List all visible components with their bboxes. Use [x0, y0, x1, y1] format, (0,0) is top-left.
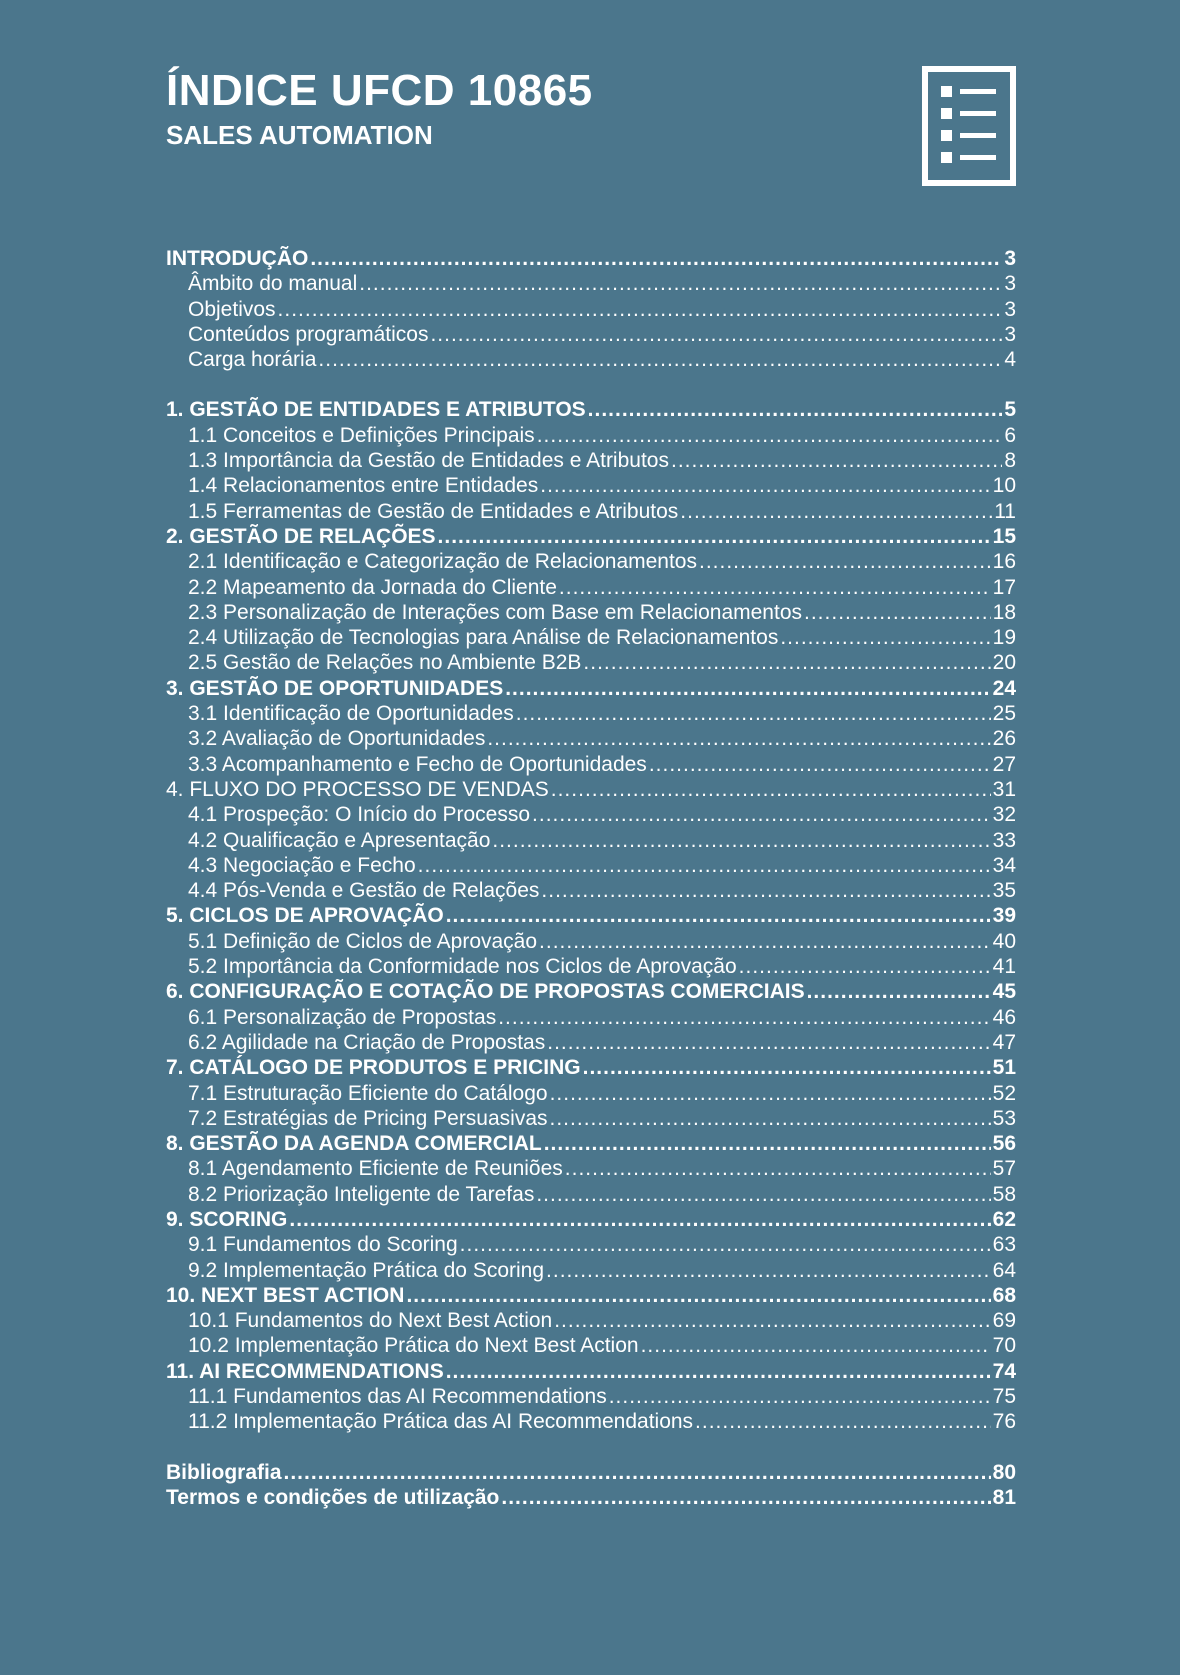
- toc-entry-label: 4.4 Pós-Venda e Gestão de Relações: [188, 879, 540, 903]
- toc-entry-page: 15: [992, 524, 1016, 548]
- toc-entry[interactable]: [166, 1005, 1016, 1030]
- toc-entry-label: INTRODUÇÃO: [166, 247, 309, 270]
- toc-entry-label: 3.2 Avaliação de Oportunidades: [188, 727, 486, 751]
- toc-entry[interactable]: [166, 322, 1016, 347]
- toc-entry[interactable]: [166, 1409, 1016, 1434]
- table-of-contents: [166, 246, 1016, 1510]
- toc-leader-dots: [406, 1283, 990, 1308]
- toc-entry-label: Conteúdos programáticos: [188, 322, 429, 346]
- toc-entry[interactable]: [166, 903, 1016, 928]
- toc-entry-label: 3. GESTÃO DE OPORTUNIDADES: [166, 676, 504, 700]
- toc-entry-label: 9.1 Fundamentos do Scoring: [188, 1233, 458, 1257]
- toc-entry-page: 52: [992, 1081, 1016, 1105]
- toc-entry-page: 17: [992, 575, 1016, 599]
- section-gap: [166, 1435, 1016, 1460]
- toc-leader-dots: [359, 271, 1002, 296]
- toc-entry-label: Âmbito do manual: [188, 272, 358, 296]
- toc-entry-label: 8.1 Agendamento Eficiente de Reuniões: [188, 1157, 563, 1181]
- toc-entry-page: 51: [992, 1056, 1016, 1080]
- toc-entry-label: 9.2 Implementação Prática do Scoring: [188, 1258, 545, 1282]
- toc-entry-page: 24: [992, 676, 1016, 700]
- toc-entry-label: 4.3 Negociação e Fecho: [188, 853, 416, 877]
- toc-entry[interactable]: [166, 954, 1016, 979]
- toc-entry[interactable]: [166, 271, 1016, 296]
- toc-leader-dots: [671, 448, 1002, 473]
- toc-entry[interactable]: [166, 676, 1016, 701]
- toc-entry[interactable]: [166, 1207, 1016, 1232]
- toc-entry[interactable]: [166, 1131, 1016, 1156]
- toc-entry-label: 1.5 Ferramentas de Gestão de Entidades e Atributos: [188, 499, 679, 523]
- toc-entry[interactable]: [166, 1359, 1016, 1384]
- toc-entry-page: 56: [992, 1132, 1016, 1156]
- toc-entry[interactable]: [166, 752, 1016, 777]
- toc-entry-label: 4. FLUXO DO PROCESSO DE VENDAS: [166, 777, 549, 801]
- toc-entry[interactable]: [166, 979, 1016, 1004]
- toc-entry-page: 3: [1004, 297, 1016, 321]
- toc-entry-label: 6.1 Personalização de Propostas: [188, 1005, 497, 1029]
- toc-entry[interactable]: [166, 777, 1016, 802]
- toc-entry-label: 2.3 Personalização de Interações com Base em Relacionamentos: [188, 600, 803, 624]
- toc-entry-label: 9. SCORING: [166, 1207, 288, 1231]
- toc-entry-page: 68: [992, 1283, 1016, 1307]
- toc-entry-page: 45: [992, 980, 1016, 1004]
- toc-leader-dots: [588, 397, 1003, 422]
- toc-entry[interactable]: [166, 828, 1016, 853]
- toc-leader-dots: [547, 1030, 990, 1055]
- toc-entry-page: 8: [1004, 449, 1016, 473]
- toc-entry-page: 35: [992, 879, 1016, 903]
- toc-entry-page: 41: [992, 955, 1016, 979]
- toc-leader-dots: [541, 878, 990, 903]
- toc-leader-dots: [438, 524, 991, 549]
- toc-leader-dots: [492, 828, 990, 853]
- toc-entry-page: 27: [992, 752, 1016, 776]
- toc-entry-page: 3: [1004, 272, 1016, 296]
- toc-entry-label: 11.1 Fundamentos das AI Recommendations: [188, 1385, 607, 1409]
- toc-entry-page: 19: [992, 626, 1016, 650]
- toc-entry-page: 76: [992, 1410, 1016, 1434]
- toc-entry-label: 4.1 Prospeção: O Início do Processo: [188, 803, 531, 827]
- toc-entry[interactable]: [166, 397, 1016, 422]
- toc-entry-page: 57: [992, 1157, 1016, 1181]
- toc-entry-label: 5.1 Definição de Ciclos de Aprovação: [188, 929, 538, 953]
- toc-leader-dots: [532, 802, 991, 827]
- toc-entry[interactable]: [166, 246, 1016, 271]
- toc-entry-page: 64: [992, 1258, 1016, 1282]
- toc-entry-page: 62: [992, 1207, 1016, 1231]
- toc-entry-page: 40: [992, 929, 1016, 953]
- toc-entry-label: 2.5 Gestão de Relações no Ambiente B2B: [188, 651, 582, 675]
- toc-leader-dots: [609, 1384, 991, 1409]
- toc-entry-page: 63: [992, 1233, 1016, 1257]
- toc-entry[interactable]: [166, 701, 1016, 726]
- toc-entry-page: 6: [1004, 423, 1016, 447]
- toc-entry[interactable]: [166, 1485, 1016, 1510]
- toc-entry[interactable]: [166, 297, 1016, 322]
- toc-leader-dots: [498, 1005, 990, 1030]
- toc-leader-dots: [284, 1460, 991, 1485]
- toc-entry[interactable]: [166, 1156, 1016, 1181]
- toc-entry[interactable]: [166, 625, 1016, 650]
- toc-entry[interactable]: [166, 1384, 1016, 1409]
- toc-entry-label: 3.1 Identificação de Oportunidades: [188, 702, 514, 726]
- toc-entry-label: 10.1 Fundamentos do Next Best Action: [188, 1309, 553, 1333]
- toc-leader-dots: [536, 1182, 990, 1207]
- toc-section-chapters: [166, 397, 1016, 1434]
- toc-entry-page: 39: [992, 904, 1016, 928]
- toc-entry-page: 26: [992, 727, 1016, 751]
- page-header: [166, 62, 1016, 150]
- toc-entry-label: 3.3 Acompanhamento e Fecho de Oportunidades: [188, 752, 647, 776]
- toc-entry-label: 2.2 Mapeamento da Jornada do Cliente: [188, 575, 557, 599]
- toc-entry-label: 5.2 Importância da Conformidade nos Ciclos de Aprovação: [188, 955, 737, 979]
- toc-leader-dots: [487, 726, 990, 751]
- toc-entry[interactable]: [166, 423, 1016, 448]
- toc-entry-page: 4: [1004, 348, 1016, 372]
- toc-leader-dots: [641, 1333, 991, 1358]
- toc-entry-page: 31: [992, 777, 1016, 801]
- toc-leader-dots: [550, 1106, 991, 1131]
- toc-leader-dots: [446, 1359, 991, 1384]
- toc-leader-dots: [583, 1055, 991, 1080]
- toc-entry-page: 5: [1004, 398, 1016, 422]
- toc-entry[interactable]: [166, 853, 1016, 878]
- toc-entry-page: 11: [994, 499, 1016, 523]
- toc-entry-page: 74: [992, 1359, 1016, 1383]
- toc-entry[interactable]: [166, 1333, 1016, 1358]
- toc-entry-label: Bibliografia: [166, 1460, 282, 1484]
- toc-leader-dots: [649, 752, 991, 777]
- toc-entry-label: 2.4 Utilização de Tecnologias para Análise de Relacionamentos: [188, 626, 779, 650]
- toc-leader-dots: [540, 473, 990, 498]
- toc-entry[interactable]: [166, 347, 1016, 372]
- toc-entry[interactable]: [166, 448, 1016, 473]
- toc-entry-label: 2. GESTÃO DE RELAÇÕES: [166, 524, 436, 548]
- toc-entry-page: 70: [992, 1334, 1016, 1358]
- toc-entry[interactable]: [166, 1232, 1016, 1257]
- toc-leader-dots: [565, 1156, 991, 1181]
- toc-leader-dots: [680, 499, 992, 524]
- toc-entry-label: 7.1 Estruturação Eficiente do Catálogo: [188, 1081, 548, 1105]
- toc-entry-label: 7.2 Estratégias de Pricing Persuasivas: [188, 1106, 548, 1130]
- toc-entry[interactable]: [166, 473, 1016, 498]
- toc-entry-page: 25: [992, 702, 1016, 726]
- toc-entry-label: 8.2 Priorização Inteligente de Tarefas: [188, 1182, 535, 1206]
- toc-entry[interactable]: [166, 1106, 1016, 1131]
- toc-entry[interactable]: [166, 1258, 1016, 1283]
- toc-leader-dots: [539, 929, 991, 954]
- toc-leader-dots: [278, 297, 1003, 322]
- toc-leader-dots: [559, 575, 991, 600]
- toc-leader-dots: [554, 1308, 990, 1333]
- toc-entry-label: Termos e condições de utilização: [166, 1485, 500, 1509]
- toc-entry[interactable]: [166, 1055, 1016, 1080]
- toc-entry-page: 69: [992, 1309, 1016, 1333]
- toc-entry-label: 7. CATÁLOGO DE PRODUTOS E PRICING: [166, 1056, 581, 1080]
- toc-entry-label: 8. GESTÃO DA AGENDA COMERCIAL: [166, 1132, 542, 1156]
- toc-section-intro: [166, 246, 1016, 372]
- toc-leader-dots: [807, 979, 991, 1004]
- toc-entry[interactable]: [166, 1308, 1016, 1333]
- toc-entry-page: 32: [992, 803, 1016, 827]
- toc-leader-dots: [583, 650, 990, 675]
- toc-leader-dots: [516, 701, 991, 726]
- toc-entry-label: 2.1 Identificação e Categorização de Relacionamentos: [188, 550, 697, 574]
- toc-entry-page: 18: [992, 600, 1016, 624]
- toc-leader-dots: [695, 1409, 991, 1434]
- toc-entry-page: 34: [992, 853, 1016, 877]
- toc-entry[interactable]: [166, 575, 1016, 600]
- toc-entry-label: 1.1 Conceitos e Definições Principais: [188, 423, 535, 447]
- toc-entry-page: 3: [1004, 322, 1016, 346]
- toc-leader-dots: [551, 777, 991, 802]
- toc-leader-dots: [537, 423, 1003, 448]
- toc-entry-page: 58: [992, 1182, 1016, 1206]
- toc-entry[interactable]: [166, 802, 1016, 827]
- toc-entry[interactable]: [166, 600, 1016, 625]
- toc-entry[interactable]: [166, 524, 1016, 549]
- toc-leader-dots: [430, 322, 1002, 347]
- toc-leader-dots: [739, 954, 991, 979]
- toc-entry[interactable]: [166, 650, 1016, 675]
- toc-leader-dots: [318, 347, 1002, 372]
- toc-entry-page: 47: [992, 1030, 1016, 1054]
- toc-entry-page: 10: [992, 474, 1016, 498]
- toc-leader-dots: [446, 903, 991, 928]
- toc-leader-dots: [501, 1485, 990, 1510]
- toc-leader-dots: [699, 549, 991, 574]
- toc-entry-page: 33: [992, 828, 1016, 852]
- toc-entry-label: 4.2 Qualificação e Apresentação: [188, 828, 491, 852]
- page-subtitle: SALES AUTOMATION: [166, 120, 433, 150]
- toc-entry[interactable]: [166, 1081, 1016, 1106]
- toc-leader-dots: [460, 1232, 991, 1257]
- toc-entry-page: 16: [992, 550, 1016, 574]
- toc-entry[interactable]: [166, 499, 1016, 524]
- toc-entry-label: 11.2 Implementação Prática das AI Recommendations: [188, 1410, 694, 1434]
- toc-entry-label: 11. AI RECOMMENDATIONS: [166, 1359, 444, 1383]
- toc-entry-page: 81: [992, 1485, 1016, 1509]
- toc-entry[interactable]: [166, 549, 1016, 574]
- toc-leader-dots: [780, 625, 990, 650]
- toc-entry-page: 46: [992, 1005, 1016, 1029]
- toc-leader-dots: [418, 853, 991, 878]
- toc-entry-label: 5. CICLOS DE APROVAÇÃO: [166, 904, 444, 928]
- toc-leader-dots: [310, 246, 1002, 271]
- toc-entry[interactable]: [166, 1030, 1016, 1055]
- toc-entry-label: Carga horária: [188, 348, 317, 372]
- toc-entry-page: 20: [992, 651, 1016, 675]
- toc-entry-label: 1. GESTÃO DE ENTIDADES E ATRIBUTOS: [166, 398, 586, 422]
- toc-section-closing: [166, 1460, 1016, 1511]
- toc-entry[interactable]: [166, 1182, 1016, 1207]
- toc-entry[interactable]: [166, 929, 1016, 954]
- toc-leader-dots: [550, 1081, 991, 1106]
- toc-entry-label: 6. CONFIGURAÇÃO E COTAÇÃO DE PROPOSTAS COMERCIAIS: [166, 980, 805, 1004]
- toc-entry[interactable]: [166, 878, 1016, 903]
- toc-entry-page: 3: [1004, 247, 1016, 270]
- toc-entry-page: 80: [992, 1460, 1016, 1484]
- page-title: ÍNDICE UFCD 10865: [166, 66, 593, 115]
- toc-leader-dots: [804, 600, 991, 625]
- toc-leader-dots: [289, 1207, 990, 1232]
- toc-entry-label: 6.2 Agilidade na Criação de Propostas: [188, 1030, 546, 1054]
- toc-entry-label: 10. NEXT BEST ACTION: [166, 1283, 405, 1307]
- toc-leader-dots: [544, 1131, 991, 1156]
- toc-entry-label: 10.2 Implementação Prática do Next Best Action: [188, 1334, 639, 1358]
- toc-leader-dots: [546, 1258, 991, 1283]
- toc-leader-dots: [505, 676, 990, 701]
- toc-entry[interactable]: [166, 726, 1016, 751]
- toc-entry-label: 1.3 Importância da Gestão de Entidades e Atributos: [188, 449, 669, 473]
- section-gap: [166, 372, 1016, 397]
- toc-entry-page: 53: [992, 1106, 1016, 1130]
- toc-entry[interactable]: [166, 1283, 1016, 1308]
- toc-entry-label: Objetivos: [188, 297, 276, 321]
- toc-entry[interactable]: [166, 1460, 1016, 1485]
- list-document-icon: [922, 66, 1016, 186]
- toc-entry-page: 75: [992, 1385, 1016, 1409]
- toc-entry-label: 1.4 Relacionamentos entre Entidades: [188, 474, 539, 498]
